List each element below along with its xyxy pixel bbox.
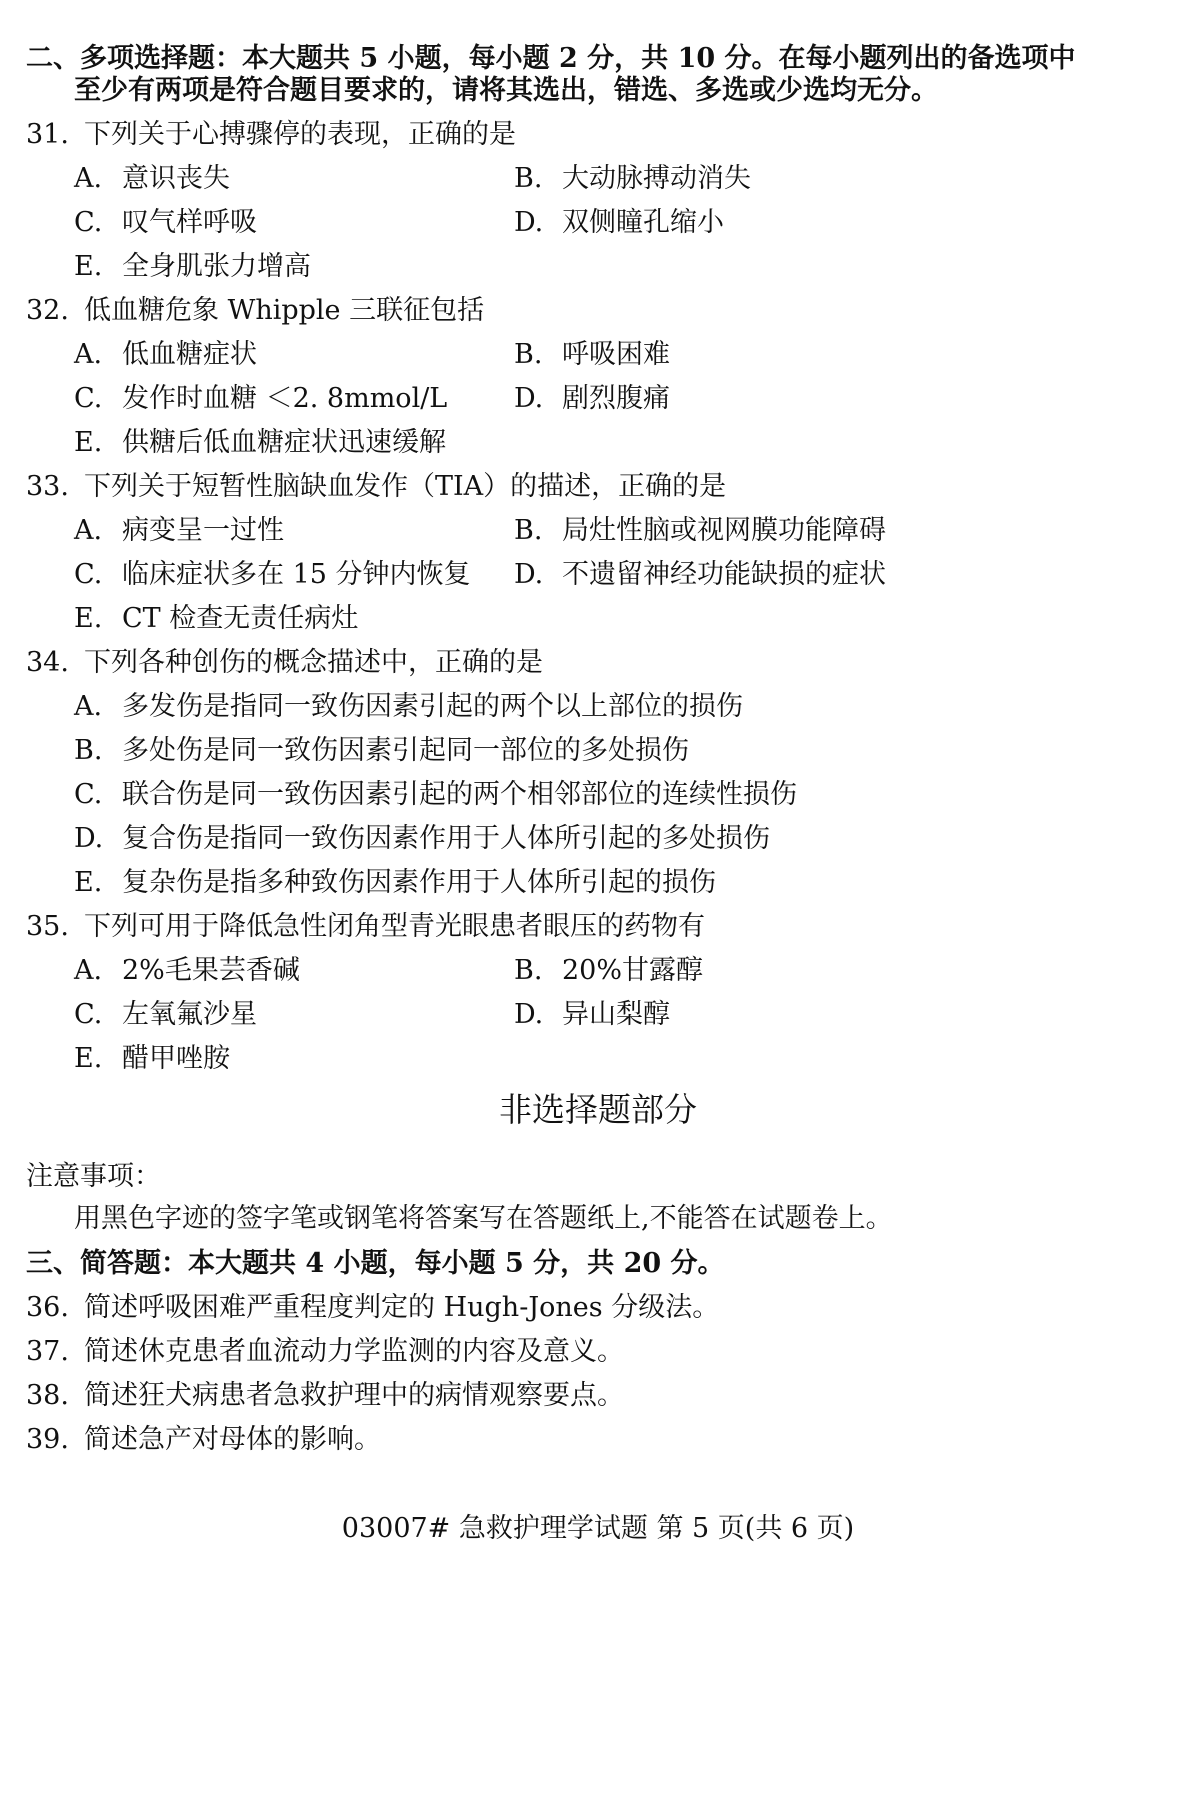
option-text: 全身肌张力增高	[122, 251, 311, 282]
option-label: B.	[514, 163, 543, 194]
section2-header-line1: 二、多项选择题：本大题共 5 小题，每小题 2 分，共 10 分。在每小题列出的备选项中	[26, 43, 1076, 74]
option-label: D.	[514, 383, 544, 414]
option-text: 意识丧失	[122, 163, 230, 194]
option-label: B.	[74, 735, 103, 766]
option-label: A.	[74, 955, 103, 986]
question-text: 简述呼吸困难严重程度判定的 Hugh-Jones 分级法。	[84, 1292, 720, 1323]
option-text: 不遗留神经功能缺损的症状	[562, 559, 886, 590]
option-label: A.	[74, 691, 103, 722]
question-number: 34.	[26, 647, 69, 678]
option-34-e	[74, 866, 716, 900]
option-31-d	[514, 206, 724, 240]
question-35	[26, 910, 705, 944]
option-35-b	[514, 954, 703, 988]
option-text: 多发伤是指同一致伤因素引起的两个以上部位的损伤	[122, 691, 743, 722]
question-text: 下列可用于降低急性闭角型青光眼患者眼压的药物有	[84, 911, 705, 942]
option-label: B.	[514, 339, 543, 370]
option-label: D.	[514, 559, 544, 590]
option-31-b	[514, 162, 751, 196]
option-34-c	[74, 778, 797, 812]
option-35-d	[514, 998, 670, 1032]
option-text: 供糖后低血糖症状迅速缓解	[122, 427, 446, 458]
option-text: 低血糖症状	[122, 339, 257, 370]
question-31	[26, 118, 516, 152]
question-number: 31.	[26, 119, 69, 150]
question-39	[26, 1423, 381, 1457]
option-32-e	[74, 426, 446, 460]
notice-text: 用黑色字迹的签字笔或钢笔将答案写在答题纸上,不能答在试题卷上。	[74, 1203, 893, 1234]
option-text: 异山梨醇	[562, 999, 670, 1030]
option-text: 大动脉搏动消失	[562, 163, 751, 194]
option-33-a	[74, 514, 284, 548]
question-36	[26, 1291, 719, 1325]
section3-header: 三、简答题：本大题共 4 小题，每小题 5 分，共 20 分。	[26, 1248, 725, 1279]
option-text: 多处伤是同一致伤因素引起同一部位的多处损伤	[122, 735, 689, 766]
question-number: 36.	[26, 1292, 69, 1323]
question-number: 35.	[26, 911, 69, 942]
option-34-d	[74, 822, 770, 856]
question-34	[26, 646, 543, 680]
option-33-c	[74, 558, 471, 592]
question-number: 37.	[26, 1336, 69, 1367]
option-31-a	[74, 162, 230, 196]
question-text: 简述狂犬病患者急救护理中的病情观察要点。	[84, 1380, 624, 1411]
option-34-b	[74, 734, 689, 768]
option-label: C.	[74, 779, 103, 810]
option-text: 左氧氟沙星	[122, 999, 257, 1030]
question-32	[26, 294, 484, 328]
option-text: 呼吸困难	[562, 339, 670, 370]
question-number: 33.	[26, 471, 69, 502]
option-label: D.	[514, 207, 544, 238]
option-35-c	[74, 998, 257, 1032]
option-label: E.	[74, 603, 103, 634]
question-text: 简述休克患者血流动力学监测的内容及意义。	[84, 1336, 624, 1367]
option-text: 剧烈腹痛	[562, 383, 670, 414]
option-text: 2%毛果芸香碱	[122, 955, 300, 986]
option-35-e	[74, 1042, 230, 1076]
option-text: 局灶性脑或视网膜功能障碍	[562, 515, 886, 546]
option-32-a	[74, 338, 257, 372]
question-number: 38.	[26, 1380, 69, 1411]
option-31-c	[74, 206, 257, 240]
question-33	[26, 470, 726, 504]
question-37	[26, 1335, 624, 1369]
option-32-b	[514, 338, 670, 372]
option-32-c	[74, 382, 447, 416]
option-label: A.	[74, 339, 103, 370]
option-31-e	[74, 250, 311, 284]
notice-label: 注意事项：	[26, 1161, 161, 1192]
question-number: 39.	[26, 1424, 69, 1455]
question-38	[26, 1379, 624, 1413]
option-label: E.	[74, 867, 103, 898]
option-32-d	[514, 382, 670, 416]
option-text: 叹气样呼吸	[122, 207, 257, 238]
option-33-d	[514, 558, 886, 592]
option-label: D.	[514, 999, 544, 1030]
option-label: E.	[74, 1043, 103, 1074]
option-label: C.	[74, 559, 103, 590]
option-label: A.	[74, 163, 103, 194]
question-text: 低血糖危象 Whipple 三联征包括	[84, 295, 485, 326]
page-footer: 03007# 急救护理学试题 第 5 页(共 6 页)	[341, 1513, 855, 1544]
option-text: 醋甲唑胺	[122, 1043, 230, 1074]
option-33-e	[74, 602, 358, 636]
nonchoice-title: 非选择题部分	[499, 1090, 697, 1129]
option-label: D.	[74, 823, 104, 854]
option-text: 发作时血糖 ＜2. 8mmol/L	[122, 383, 448, 414]
option-label: C.	[74, 207, 103, 238]
option-label: C.	[74, 999, 103, 1030]
option-label: E.	[74, 427, 103, 458]
option-label: C.	[74, 383, 103, 414]
option-text: 双侧瞳孔缩小	[562, 207, 724, 238]
question-text: 简述急产对母体的影响。	[84, 1424, 381, 1455]
option-label: A.	[74, 515, 103, 546]
option-label: E.	[74, 251, 103, 282]
option-33-b	[514, 514, 886, 548]
option-text: 复杂伤是指多种致伤因素作用于人体所引起的损伤	[122, 867, 716, 898]
option-text: 20%甘露醇	[562, 955, 704, 986]
question-number: 32.	[26, 295, 69, 326]
option-35-a	[74, 954, 300, 988]
option-text: CT 检查无责任病灶	[122, 603, 359, 634]
question-text: 下列关于心搏骤停的表现，正确的是	[84, 119, 516, 150]
section2-header-line2: 至少有两项是符合题目要求的，请将其选出，错选、多选或少选均无分。	[74, 75, 938, 106]
option-text: 复合伤是指同一致伤因素作用于人体所引起的多处损伤	[122, 823, 770, 854]
option-text: 病变呈一过性	[122, 515, 284, 546]
option-label: B.	[514, 955, 543, 986]
option-34-a	[74, 690, 743, 724]
question-text: 下列关于短暂性脑缺血发作（TIA）的描述，正确的是	[84, 471, 727, 502]
option-text: 联合伤是同一致伤因素引起的两个相邻部位的连续性损伤	[122, 779, 797, 810]
option-label: B.	[514, 515, 543, 546]
question-text: 下列各种创伤的概念描述中，正确的是	[84, 647, 543, 678]
option-text: 临床症状多在 15 分钟内恢复	[122, 559, 471, 590]
